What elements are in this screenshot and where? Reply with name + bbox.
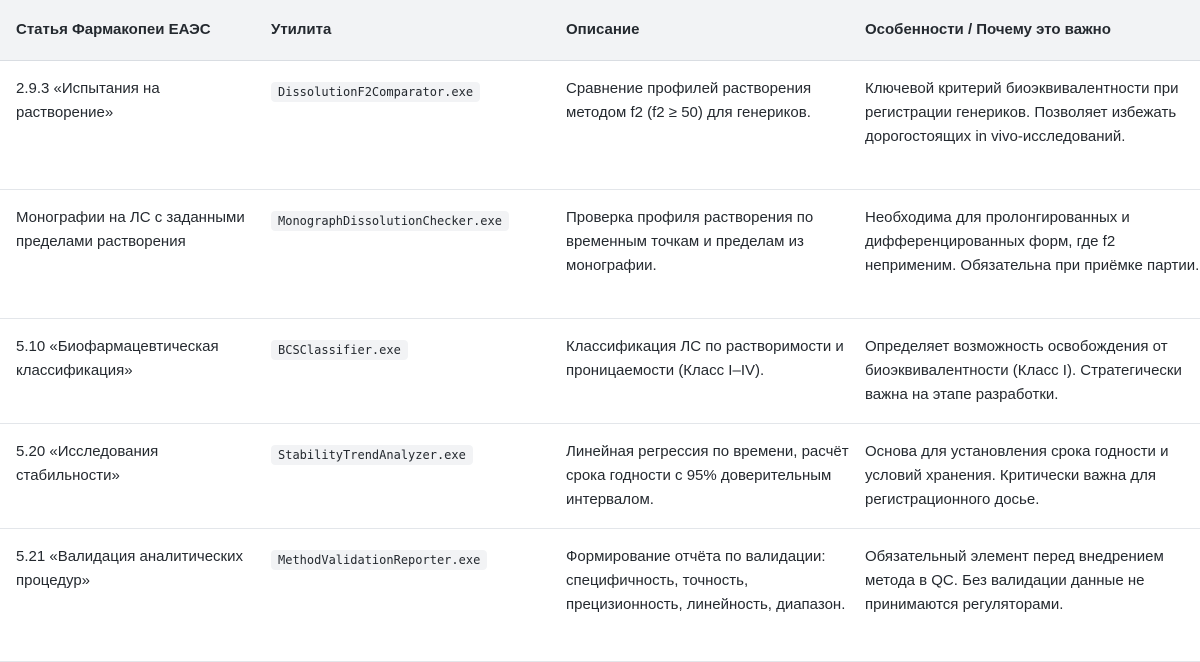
header-utility: Утилита [255,0,550,60]
cell-description: Формирование отчёта по валидации: специфичность, точность, прецизионность, линейность, диапазон. [550,528,849,661]
cell-importance: Основа для установления срока годности и условий хранения. Критически важна для регистрационного досье. [849,423,1200,528]
cell-description: Классификация ЛС по растворимости и проницаемости (Класс I–IV). [550,318,849,423]
header-row [0,0,1200,60]
cell-importance: Определяет возможность освобождения от биоэквивалентности (Класс I). Стратегически важна на этапе разработки. [849,318,1200,423]
table-body [0,60,1200,661]
cell-importance: Необходима для пролонгированных и дифференцированных форм, где f2 неприменим. Обязательна при приёмке партии. [849,189,1200,318]
header-importance: Особенности / Почему это важно [849,0,1200,60]
utility-code: MonographDissolutionChecker.exe [271,211,509,231]
table-row [0,423,1200,528]
cell-utility [255,189,550,318]
cell-description: Сравнение профилей растворения методом f2 (f2 ≥ 50) для генериков. [550,60,849,189]
header-description: Описание [550,0,849,60]
cell-importance: Ключевой критерий биоэквивалентности при регистрации генериков. Позволяет избежать дорогостоящих in vivo-исследований. [849,60,1200,189]
cell-importance: Обязательный элемент перед внедрением метода в QC. Без валидации данные не принимаются регуляторами. [849,528,1200,661]
table-row [0,60,1200,189]
table-row [0,189,1200,318]
cell-description: Проверка профиля растворения по временным точкам и пределам из монографии. [550,189,849,318]
cell-description: Линейная регрессия по времени, расчёт срока годности с 95% доверительным интервалом. [550,423,849,528]
cell-utility [255,318,550,423]
cell-article: 5.21 «Валидация аналитических процедур» [0,528,255,661]
utility-code: BCSClassifier.exe [271,340,408,360]
cell-utility [255,60,550,189]
utility-code: DissolutionF2Comparator.exe [271,82,480,102]
table-row [0,528,1200,661]
cell-utility [255,528,550,661]
table-header [0,0,1200,60]
cell-article: 2.9.3 «Испытания на растворение» [0,60,255,189]
cell-article: Монографии на ЛС с заданными пределами растворения [0,189,255,318]
utility-code: MethodValidationReporter.exe [271,550,487,570]
table-row [0,318,1200,423]
header-article: Статья Фармакопеи ЕАЭС [0,0,255,60]
cell-article: 5.10 «Биофармацевтическая классификация» [0,318,255,423]
utility-code: StabilityTrendAnalyzer.exe [271,445,473,465]
cell-utility [255,423,550,528]
cell-article: 5.20 «Исследования стабильности» [0,423,255,528]
